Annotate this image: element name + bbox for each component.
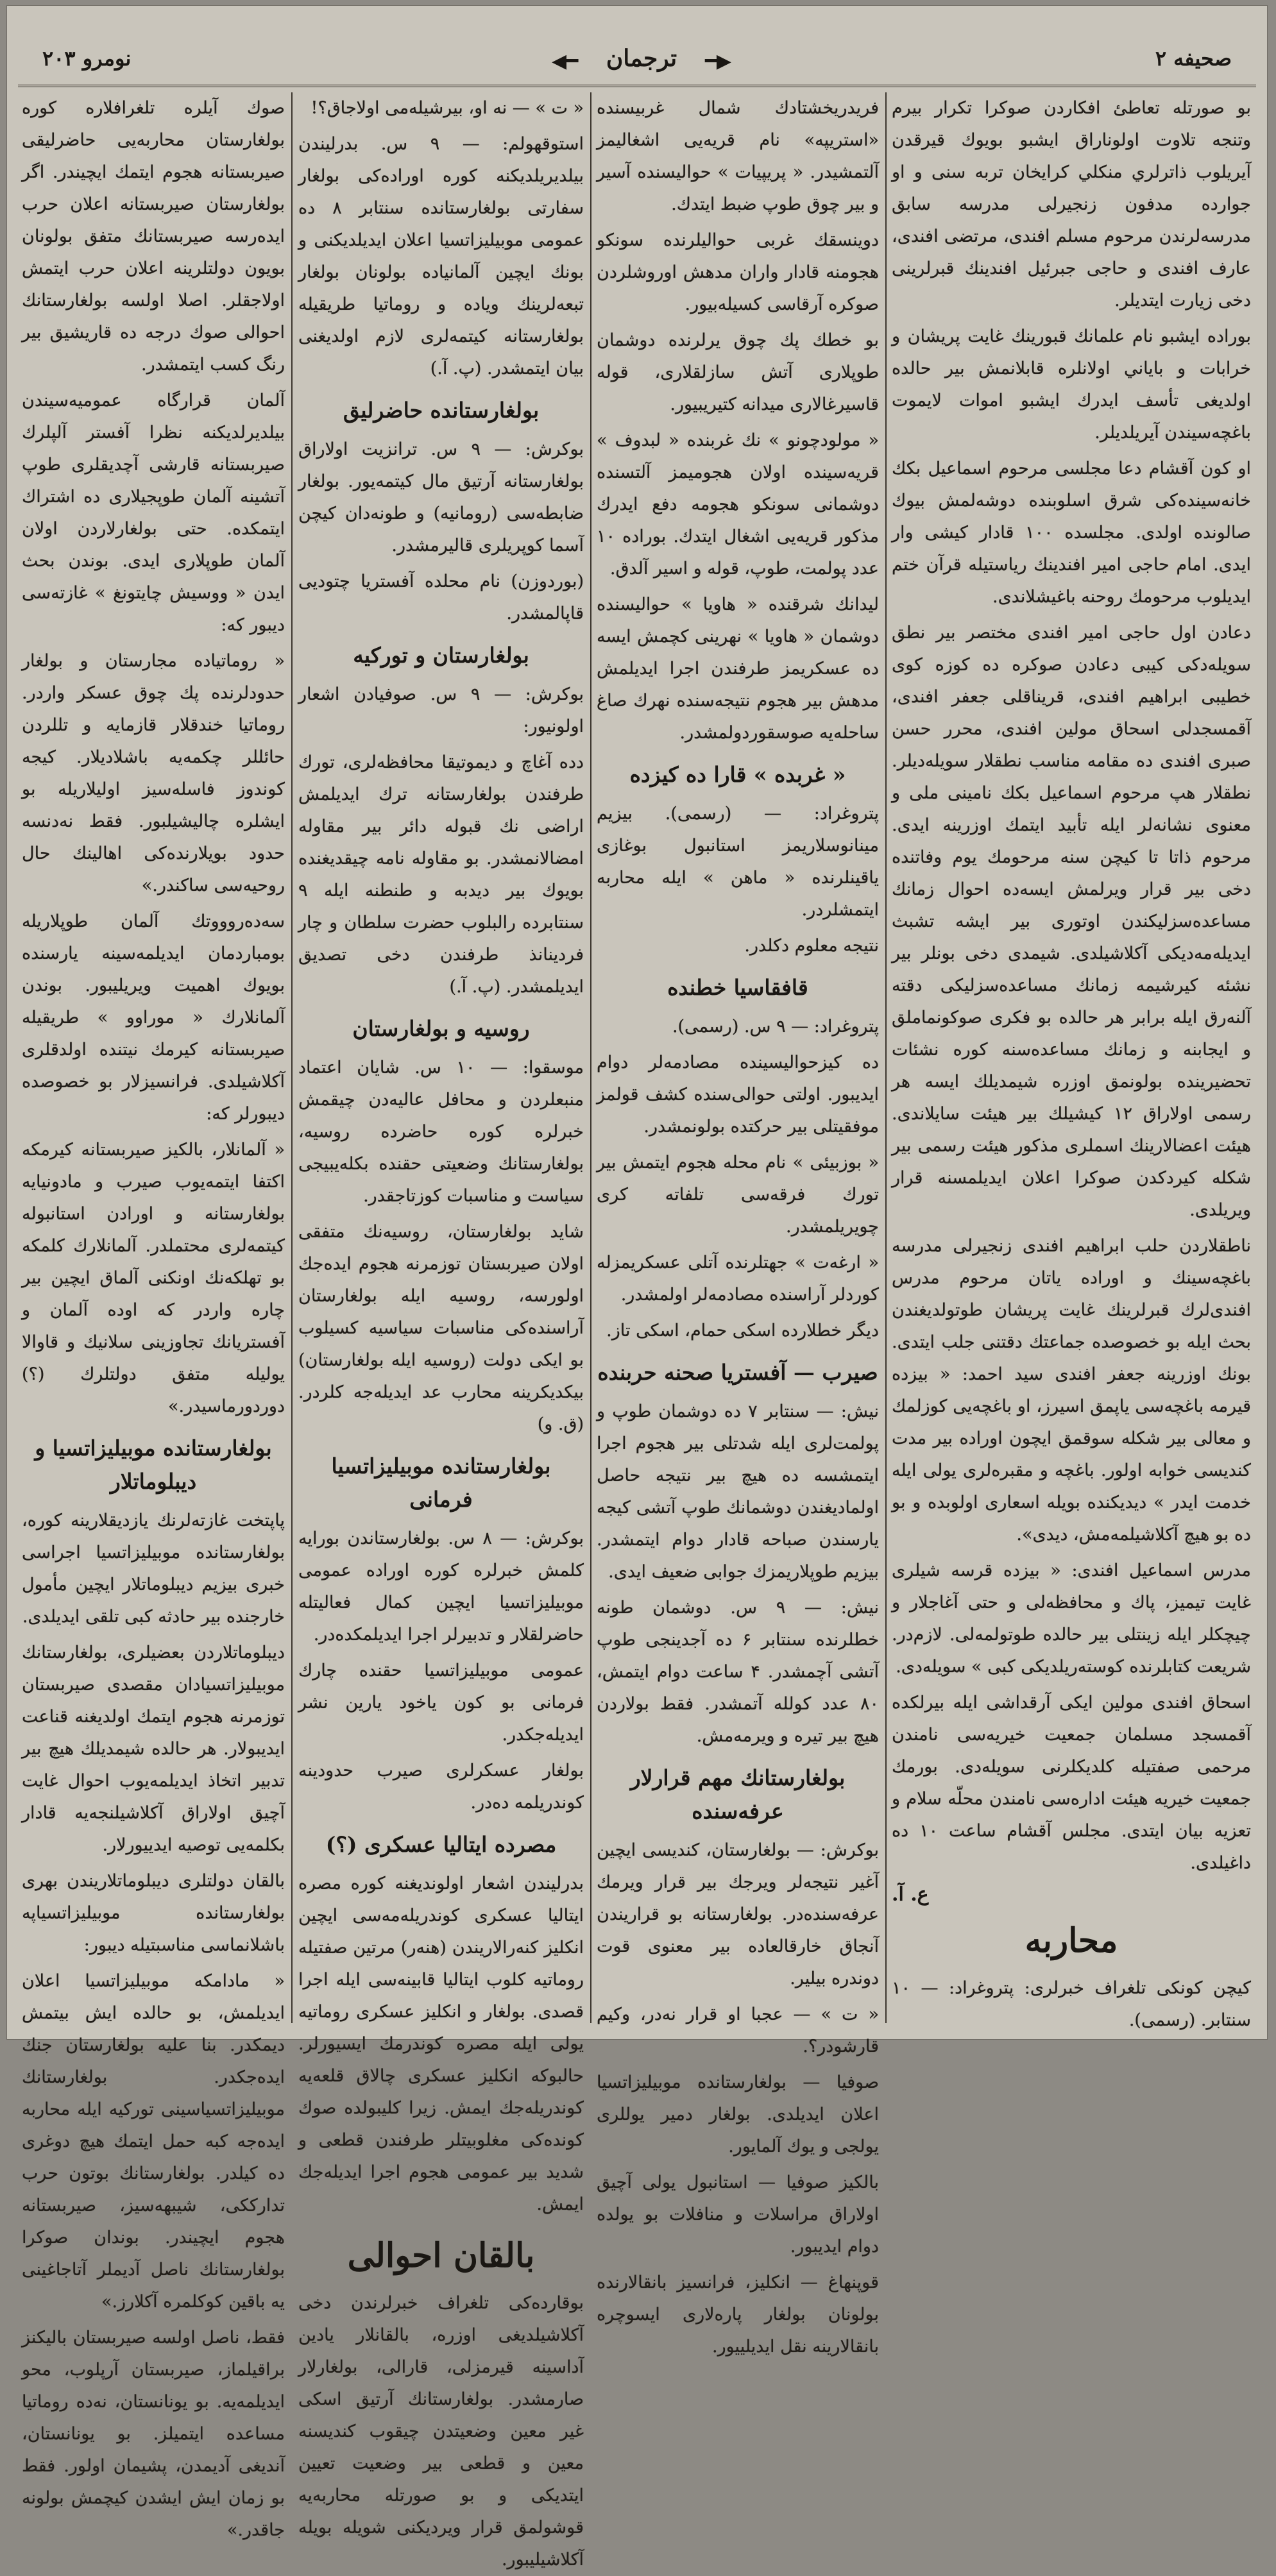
article-paragraph: پتروغراد: — (رسمى). بيزيم مينانوسلاريمز استانبول بوغازى ياقينلرنده « ماهن » ايله محاربه ايتمشلردر. [597, 804, 879, 920]
masthead-rule [18, 85, 1256, 87]
article-paragraph: بوراده ايشبو نام علمانك قبورينك غايت پريشان و خرابات و باياني اولانلره قابلانمش بير حالده اولديغى تأسف ايدرك ايشبو اموات لايموت باغچه‌سيندن آيريلديلر. [892, 326, 1251, 443]
article-paragraph: صوك آيلره تلغرافلاره كوره بولغارستان محاربه‌يى حاضرليقى صيربستانه هجوم ايتمك ايچيندر. اگر بولغارستان صيربستانه اعلان حرب ايده‌رسه صيربستانك متفق بولونان بويون دولتلرينه اعلان حرب ايتمش اولاجقلر. اصلا اولسه بولغارستانك احوالى صوك درجه ده قاريشيق بير رنگ كسب ايتمشدر. [22, 98, 285, 375]
article-paragraph: فريدريخشتادك شمال غربيسنده «استريپه» نام قريه‌يى اشغاليمز آلتمشيدر. « پريپيات » حواليسنده آسير و بير چوق طوپ ضبط ايتدك. [597, 98, 879, 214]
article-paragraph: عمومى موبيليزاتسيا حقنده چارك فرمانى بو كون ياخود يارين نشر ايديله‌جكدر. [298, 1661, 584, 1745]
article-paragraph: دعادن اول حاجى امير افندى مختصر بير نطق سويله‌دكى كيبى دعادن صوكره ده كوزه كوى خطيبى ابراهيم افندى، قريناقلى جعفر افندى، آقمسجدلى اسحاق مولين افندى، محرر حسن صبرى افندى ده مقامه مناسب نطقلار سويله‌ديلر. نطقلار هپ مرحوم اسماعيل بكك نامينى ملى و معنوى نشانه‌لر ايله تأبيد ايتمك اوزرينه ايدى. مرحوم ذاتا تا كيچن سنه مرحومك يوم وفاتنده دخى بير قرار ويرلمش ايسه‌ده احوال زمانك مساعده‌سزليكندن اوتورى بير ايشه تشبث ايديله‌مه‌ديكى آكلاشيلدى. شيمدى دخى بونلر بير نشئه كيرشيمه زمانك مساعده‌سزليكى دقته آلنه‌رق ايله برابر هر حالده بو فكرى صوكونماملق و ايجابنه و زمانك مساعده‌سنه كوره نشئات تحضيرينده بولونمق اوزره شيمديلك ايسه هر رسمى اولاراق ۱۲ كيشيلك بير هيئت سايلاندى. هيئت اعضالارينك اسملرى مذكور هيئت رسمى بير شكله كيردكدن صوكرا اعلان ايديلمسنه قرار ويريلدى. [892, 623, 1251, 1220]
article-paragraph: « مادامكه موبيليزاتسيا اعلان ايديلمش، بو حالده ايش بيتمش ديمكدر. بنا عليه بولغارستان جنك ايده‌جكدر. بولغارستانك موبيليزاتسياسينى توركيه ايله محاربه ايده‌جه كبه حمل ايتمك هيچ دوغرى ده كيلدر. بولغارستانك بوتون حرب تدارككى، شيبهه‌سيز، صيربستانه هجوم ايچيندر. بوندان صوكرا بولغارستانك ناصل آديملر آتاجاغينى يه باقين كوكلمره آكلارز.» [22, 1971, 285, 2312]
section-heading: بالقان احوالى [347, 2236, 535, 2275]
column-rule [885, 92, 887, 2023]
masthead [6, 5, 1268, 82]
article-paragraph: فقط، ناصل اولسه صيربستان باليكنز براقيلماز، صيربستان آرپلوب، محو ايديلمه‌يه. بو يونانستان، نه‌ده روماتيا مساعده ايتميلز. بو يونانستان، آنديغى آديمدن، پشيمان اولور. فقط بو زمان ايش ايشدن كيچمش بولونه جاقدر.» [22, 2328, 285, 2540]
newspaper-page [6, 5, 1268, 2570]
article-heading: روسيه و بولغارستان [352, 1016, 530, 1041]
article-paragraph: بوقارده‌كى تلغراف خبرلرندن دخى آكلاشيلديغى اوزره، بالقانلار يادين آداسينه قيرمزلى، قارالى، بولغارلار صارمشدر. بولغارستانك آرتيق اسكى غير معين وضعيتدن چيقوب كنديسنه معين و قطعى بير وضعيت تعيين ايتديكى و بو صورتله محاربه‌يه قوشولمق قرار ويرديكنى شويله بويله آكلاشيليبور. [298, 2293, 584, 2570]
article-paragraph: سه‌ده‌روووتك آلمان طوپلاريله بومباردمان ايديلمه‌سينه يارسنده بويوك اهميت ويريليبور. بوندن آلمانلارك « موراوو » طريقيله صيربستانه كيرمك نيتنده اولدقلرى آكلاشيلدى. فرانسيزلار بو خصوصده ديبورلر كه: [22, 911, 285, 1124]
article-paragraph: شايد بولغارستان، روسيه‌نك متفقى اولان صيربستان توزمرنه هجوم ايده‌جك اولورسه، روسيه ايله بولغارستان آراسنده‌كى مناسبات سياسيه كسيلوب بو ايكى دولت (روسيه ايله بولغارستان) بيكديكرينه محارب عد ايديله‌جه كلردر. (ق. و) [298, 1222, 584, 1434]
article-paragraph: پاپتخت غازته‌لرنك يازديقلارينه كوره، بولغارستانده موبيليزاتسيا اجراسى خبرى بيزيم ديبلوماتلار ايچين مأمول خارجنده بير حادثه كبى تلقى ايديلدى. [22, 1511, 285, 1627]
article-paragraph: بوكرش: — بولغارستان، كنديسى ايچين آغير نتيجه‌لر ويرجك بير قرار ويرمك عرفه‌سنده‌در. بولغارستانه بو قراريندن آنجاق خارقالعاده بير معنوى قوت دوندره بيلير. [597, 1840, 879, 1988]
article-paragraph: نيش: — ۹ س. دوشمان طونه خطلرنده سنتابر ۶ ده آجدينجى طوپ آتشى آچمشدر. ۴ ساعت دوام ايتمش، ۸۰ عدد كولله آتمشدر. فقط بولاردن هيچ بير تيره و ويرمه‌مش. [597, 1598, 880, 1746]
article-paragraph: او كون آقشام دعا مجلسى مرحوم اسماعيل بكك خانه‌سينده‌كى شرق اسلوبنده دوشه‌لمش بيوك صالونده اولدى. مجلسده ۱۰۰ قادار كيشى وار ايدى. امام حاجى امير افندينك رياستيله قرآن ختم ايديلوب مرحومك روحنه باغيشلاندى. [892, 459, 1251, 607]
article-paragraph: نيش: — سنتابر ۷ ده دوشمان طوپ و پولمت‌لرى ايله شدتلى بير هجوم اجرا ايتمشسه ده هيچ بير نتيجه حاصل اولماديغندن دوشمانك طوپ آتشى كيجه يارسندن صباحه قادار دوام ايتمشدر. بيزيم طوپلاريمزك جوابى ضعيف ايدى. [597, 1402, 879, 1582]
article-paragraph: قوپنهاغ — انكليز، فرانسيز بانقالارنده بولونان بولغار پاره‌لارى ايسوچره بانقالارينه نقل ايديلييور. [597, 2273, 879, 2357]
article-heading: قافقاسيا خطنده [667, 975, 808, 1000]
article-paragraph: ديگر خطلارده اسكى حمام، اسكى تاز. [606, 1321, 879, 1341]
article-paragraph: بدرليندن اشعار اولونديغنه كوره مصره ايتاليا عسكرى كوندريله‌مه‌سى ايچين انكليز كنه‌رالاريندن (هنه‌ر) مرتين صفتيله روماتيه كلوب ايتاليا قابينه‌سى ايله اجرا قصدى. بولغار و انكليز عسكرى روماتيه يولى ايله مصره كوندرمك ايسيورلر. حالبوكه انكليز عسكرى چالاق قلعه‌يه كوندريله‌جك ايمش. زيرا كليبولده صوك كونده‌كى مغلوبيتلر طرفندن قطعى و شديد بير عمومى هجوم اجرا ايديله‌جك ايمش. [298, 1874, 584, 2214]
column-rule [590, 92, 591, 2023]
article-paragraph: بوكرش: — ۹ س. صوفيادن اشعار اولونيور: [298, 684, 584, 736]
article-heading: بولغارستانده موبيليزاتسيا فرمانى [331, 1453, 551, 1512]
article-paragraph: اسحاق افندى مولين ايكى آرقداشى ايله بيرلكده آقمسجد مسلمان جمعيت خيريه‌سى نامندن مرحمى صفتيله كلديكلرنى سويله‌دى. بورمك جمعيت خيريه هيئت اداره‌سى نامندن محلّه سلام و تعزيه بيان ايتدى. مجلس آقشام ساعت ۱۰ ده داغيلدى. [892, 1693, 1251, 1873]
article-paragraph: بوكرش: — ۹ س. ترانزيت اولاراق بولغارستانه آرتيق مال كيتمه‌يور. بولغار ضابطه‌سى (رومانيه) و طونه‌دان كيچن آسما كوپريلرى قاليرمشدر. [298, 439, 584, 555]
article-paragraph: نتيجه معلوم دكلدر. [744, 936, 879, 956]
article-paragraph: پتروغراد: — ۹ س. (رسمى). [672, 1017, 879, 1037]
author-signature: ع. آ. [892, 1883, 929, 1906]
article-paragraph: بالقان دولتلرى ديبلوماتلاريندن بهرى بولغارستانده موبيليزاتسياپه باشلانماسى مناسبتيله ديبور: [22, 1871, 285, 1955]
article-paragraph: كيچن كونكى تلغراف خبرلرى: پتروغراد: — ۱۰ سنتابر. (رسمى). [892, 1978, 1251, 2030]
article-paragraph: « بوزبيئى » نام محله هجوم ايتمش بير تورك فرقه‌سى تلفاته كرى چويريلمشدر. [597, 1153, 879, 1237]
article-heading: بولغارستانده حاضرليق [343, 398, 540, 423]
issue-number: نومرو ۲۰۳ [42, 46, 132, 71]
article-paragraph: موسقوا: — ۱۰ س. شايان اعتماد منبعلردن و محافل عاليه‌دن چيقمش خبرلره كوره حاضرده روسيه، بولغارستانك وضعيتى حقنده بكله‌يبيجى سياست و مناسبات كوزتاجقدر. [298, 1058, 584, 1206]
article-paragraph: « ت » — نه او، بيرشيله‌مى اولاجاق؟! [310, 98, 584, 118]
article-heading: صيرب — آفستريا صحنه حربنده [597, 1360, 878, 1385]
article-paragraph: آلمان قرارگاه عموميه‌سيندن بيلديرلديكنه نظرا آفستر آلپلرك صيربستانه قارشى آچديقلرى طوپ آتشينه آلمان طوپجيلارى ده اشتراك ايتمكده. حتى بولغارلاردن اولان آلمان طوپلارى ايدى. بوندن بحث ايدن « ووسيش چايتونغ » غازته‌سى ديبور كه: [22, 391, 285, 635]
article-paragraph: « مولودچونو » نك غربنده « لبدوف » قريه‌سينده اولان هجوميمز آلتسنده دوشمانى سونكو هجومه دفع ايدرك مذكور قريه‌يى اشغال ايتدك. بوراده ۱۰ عدد پولمت، طوپ، قوله و اسير آلدق. [597, 430, 879, 579]
right-ornament-icon: ━▶ [704, 50, 731, 72]
column-2 [597, 92, 880, 2357]
column-rule [291, 92, 293, 2023]
article-paragraph: مدرس اسماعيل افندى: « بيزده قرسه شيلرى غايت تيميز، پاك و محافظه‌لى و حتى آغاجلار و چيچكلر ايله زينتلى بير حالده طوتولمه‌لى. لازم‌در. شريعت كتابلرنده كوسته‌ريلديكى كبى » سويله‌دى. [892, 1561, 1251, 1677]
article-paragraph: صوفيا — بولغارستانده موبيليزاتسيا اعلان ايديلدى. بولغار دمير يوللرى يولجى و يوك آلمايور. [597, 2072, 879, 2157]
column-4 [22, 92, 285, 2540]
section-heading: محاربه [1025, 1921, 1118, 1960]
article-paragraph: « ت » — عجبا او قرار نه‌در، وكيم قارشودر؟. [597, 2004, 879, 2056]
article-heading: مصرده ايتاليا عسكرى (؟) [325, 1832, 557, 1857]
article-paragraph: دوينسقك غربى حواليلرنده سونكو هجومنه قادار واران مدهش اوروشلردن صوكره آرقاسى كسيله‌بيور. [597, 230, 879, 314]
article-paragraph: (بوردوزن) نام محلده آفستريا چتوديى قاپالمشدر. [298, 572, 584, 623]
article-paragraph: بولغار عسكرلرى صيرب حدودينه كوندريلمه ده‌در. [298, 1761, 584, 1813]
column-1 [892, 92, 1251, 2030]
article-heading: بولغارستانك مهم قرارلار عرفه‌سنده [630, 1765, 846, 1824]
article-paragraph: ناطقلاردن حلب ابراهيم افندى زنجيرلى مدرسه باغچه‌سينك و اوراده ياتان مرحوم مدرس افندى‌لرك قبرلرينك غايت پريشان طوتولديغندن بحث ايله بو خصوصده جماعتك دقتنى جلب ايتدى. بونك اوزرينه جعفر افندى سيد احمد: « بيزده قيرمه باغچه‌سى ياپمق اسيرز، او باغچه‌يى كوزلمك و معالى بير شكله سوقمق ايچون اوراده بير مدت كنديسى خوابه اولور. باغچه و مقبره‌لرى يولى ايله خدمت ايدر » ديديكنده بويله اسعارى اولوبده و بو ده بو هيچ آكلاشيلمه‌مش، ديدى». [892, 1236, 1251, 1545]
column-3 [298, 92, 584, 2570]
article-paragraph: بو صورتله تعاطئ افكاردن صوكرا تكرار بيرم وتنجه تلاوت اولوناراق ايشبو بويوك قيرقدن آيريلوب ذاترلري منكلي كرايخان تربه سنى و او جوارده مدفون زنجيرلى مدرسه سابق مدرسه‌لرندن مرحوم مسلم افندى، مرتضى افندى، عارف افندى و حاجى جبرئيل افندينك قبرلرينى دخى زيارت ايتديلر. [892, 98, 1251, 310]
article-paragraph: استوقهولم: — ۹ س. بدرليندن بيلديريلديكنه كوره اوراده‌كى بولغار سفارتى بولغارستانده سنتابر ۸ ده عمومى موبيليزاتسيا اعلان ايديلديكنى و بونك ايچين آلمانياده بولونان بولغار تبعه‌لرينك وياده و روماتيا طريقيله بولغارستانه كيتمه‌لرى لازم اولديغنى بيان ايتمشدر. (پ. آ.) [298, 134, 584, 378]
paper-title: ترجمان [606, 45, 677, 72]
article-paragraph: « روماتياده مجارستان و بولغار حدودلرنده پك چوق عسكر واردر. روماتيا خندقلار قازمايه و تللردن حائللر چكمه‌يه باشلاديلار. كيجه كوندوز فاسله‌سيز اوليلاريله بو ايشلره چاليشيلبور. فقط نه‌دنسه حدود بويلارنده‌كى اهالينك حال روحيه‌سى ساكندر.» [22, 651, 285, 895]
article-paragraph: « ارغه‌ت » جهتلرنده آتلى عسكريمزله كوردلر آراسنده مصادمه‌لر اولمشدر. [597, 1253, 879, 1305]
article-paragraph: بو خطك پك چوق يرلرنده دوشمان طوپلارى آتش سازلقلارى، قوله قاسيرغالارى ميدانه كتيريبيور. [597, 330, 879, 414]
article-paragraph: ليدانك شرقنده « هاويا » حواليسنده دوشمان « هاويا » نهرينى كچمش ايسه ده عسكريمز طرفندن اجرا ايديلمش مدهش بير هجوم نتيجه‌سنده نهرك صاغ ساحله‌يه صوسقوردولمشدر. [597, 595, 879, 743]
paper-title-block [545, 42, 738, 78]
article-heading: بولغارستان و توركيه [353, 643, 529, 668]
article-heading: بولغارستانده موبيليزاتسيا و ديبلوماتلار [35, 1436, 272, 1494]
page-number: صحيفه ۲ [1155, 46, 1232, 71]
article-paragraph: بوكرش: — ۸ س. بولغارستاندن بورايه كلمش خبرلره كوره اوراده عمومى موبيليزاتسيا ايچين كمال فعاليتله حاضرلقلار و تدبيرلر اجرا ايديلمكده‌در. [298, 1529, 584, 1645]
left-ornament-icon: ◀━ [552, 50, 579, 72]
article-paragraph: ده كيزحواليسينده مصادمه‌لر دوام ايديبور. اولتى حوالى‌سنده كشف قولمز موفقيتلى بير حركتده بولونمشدر. [597, 1053, 879, 1137]
article-paragraph: دده آغاچ و ديموتيقا محافظه‌لرى، تورك طرفندن بولغارستانه ترك ايديلمش اراضى نك قبوله دائر بير مقاوله امضالانمشدر. بو مقاوله نامه چيقديغنده بويوك بير ديدبه و طنطنه ايله ۹ سنتابرده رالبلوب حضرت سلطان و چار فردينانذ طرفندن دخى تصديق ايديلمشدر. (پ. آ.) [298, 752, 584, 997]
article-paragraph: ديبلوماتلاردن بعضيلرى، بولغارستانك موبيليزاتسيادان مقصدى صيربستان توزمرنه هجوم ايتمك اولديغنه قناعت ايديبولار. هر حالده شيمديلك هيچ بير تدبير اتخاذ ايديلمه‌يوب احوال غايت آچيق اولاراق آكلاشيلنجه‌يه قادار بكلمه‌يى توصيه ايدييورلار. [22, 1643, 285, 1855]
article-heading: « غربده » قارا ده كيزده [629, 762, 846, 787]
article-paragraph: « آلمانلار، بالكيز صيربستانه كيرمكه اكتفا ايتمه‌يوب صيرب و مادونيايه بولغارستانه و اورادن استانبوله كيتمه‌لرى محتملدر. آلمانلارك كلمكه بو تهلكه‌نك اونكنى آلماق ايچين بير چاره واردر كه اوده آلمان و آفستريانك تجاوزينى سلانيك و قاوالا يوليله متفق دولتلرك (؟) دوردورماسيدر.» [22, 1140, 285, 1416]
article-paragraph: بالكيز صوفيا — استانبول يولى آچيق اولاراق مراسلات و منافلات بو يولده دوام ايديبور. [597, 2173, 879, 2257]
